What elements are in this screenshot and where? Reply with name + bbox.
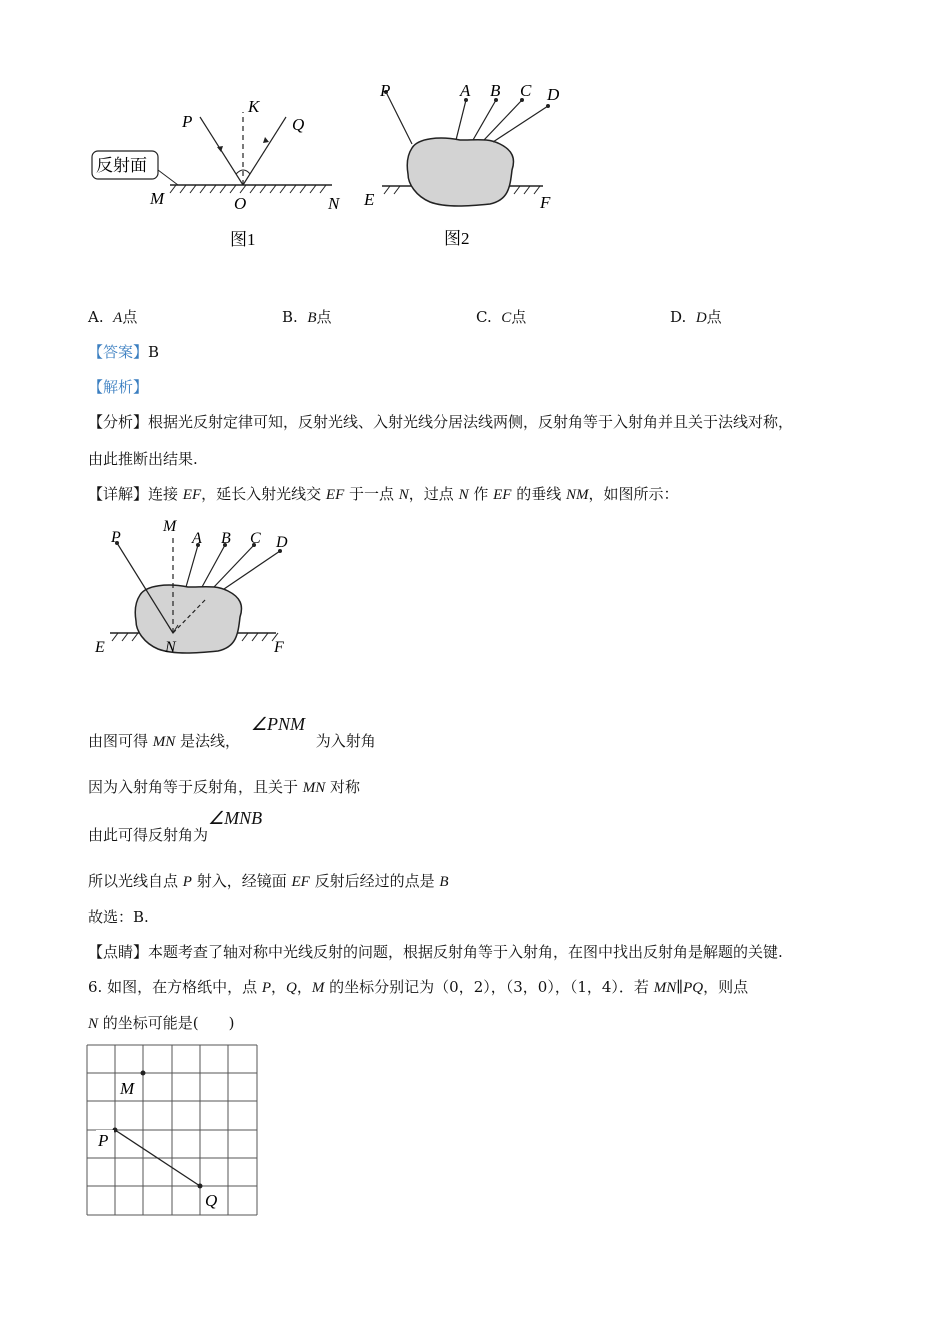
answer-line: 【答案】B <box>88 343 160 361</box>
option-b[interactable]: B. B点 <box>282 308 332 326</box>
label-K: K <box>248 97 260 116</box>
analysis-heading: 【解析】 <box>88 378 149 396</box>
q6-line-1: 6. 如图，在方格纸中，点 P，Q，M 的坐标分别记为（0，2），（3，0），（1，4）．若 MN∥PQ，则点 <box>88 978 749 996</box>
option-a[interactable]: A. A点 <box>88 308 138 326</box>
fenxi-line-2: 由此推断出结果. <box>88 450 198 468</box>
label-P: P <box>98 1131 109 1150</box>
fenxi-line-1: 【分析】根据光反射定律可知，反射光线、入射光线分居法线两侧，反射角等于入射角并且关于法线对称， <box>88 413 794 431</box>
figure-3-solution <box>88 515 308 660</box>
option-c[interactable]: C. C点 <box>476 308 527 326</box>
label-N: N <box>328 194 340 213</box>
label-E: E <box>95 639 105 656</box>
label-P: P <box>111 529 121 546</box>
label-A: A <box>192 530 202 547</box>
label-D: D <box>547 85 560 104</box>
label-F: F <box>274 639 284 656</box>
dianjing-line: 【点睛】本题考查了轴对称中光线反射的问题，根据反射角等于入射角，在图中找出反射角是解题的关键. <box>88 943 783 961</box>
label-M: M <box>163 518 177 535</box>
rock-shape <box>135 585 241 653</box>
figure-1-caption: 图1 <box>230 230 256 249</box>
label-A: A <box>460 81 471 100</box>
callout-label: 反射面 <box>96 156 147 175</box>
label-F: F <box>540 193 551 212</box>
label-O: O <box>234 194 247 213</box>
step-5: 故选：B. <box>88 908 149 926</box>
label-E: E <box>364 190 375 209</box>
option-d[interactable]: D. D点 <box>670 308 722 326</box>
step-3: 由此可得反射角为∠MNB <box>88 808 263 844</box>
rock-shape <box>407 138 513 206</box>
xiangjie-line: 【详解】连接 EF，延长入射光线交 EF 于一点 N，过点 N 作 EF 的垂线 NM，如图所示： <box>88 485 679 503</box>
label-M: M <box>150 189 165 208</box>
incident-ray <box>200 117 243 185</box>
label-D: D <box>276 534 288 551</box>
step-2: 因为入射角等于反射角，且关于 MN 对称 <box>88 778 361 796</box>
reflected-ray <box>243 117 286 185</box>
point-Q <box>198 1184 203 1189</box>
label-Q: Q <box>292 115 305 134</box>
label-C: C <box>520 81 532 100</box>
label-B: B <box>221 530 231 547</box>
label-N: N <box>165 639 176 656</box>
figure-2-rock <box>360 78 570 258</box>
point-M <box>141 1071 146 1076</box>
figure-2-caption: 图2 <box>444 229 470 248</box>
label-P: P <box>182 112 193 131</box>
figure-1-reflection <box>88 90 338 255</box>
q6-line-2: N 的坐标可能是( ) <box>88 1014 235 1032</box>
label-P: P <box>380 81 391 100</box>
step-1: 由图可得 MN 是法线， ∠PNM 为入射角 <box>88 714 376 750</box>
step-4: 所以光线自点 P 射入，经镜面 EF 反射后经过的点是 B <box>88 872 449 890</box>
label-B: B <box>490 81 501 100</box>
label-M: M <box>120 1079 135 1098</box>
label-C: C <box>250 530 261 547</box>
label-Q: Q <box>205 1191 218 1210</box>
grid-figure <box>86 1044 260 1218</box>
